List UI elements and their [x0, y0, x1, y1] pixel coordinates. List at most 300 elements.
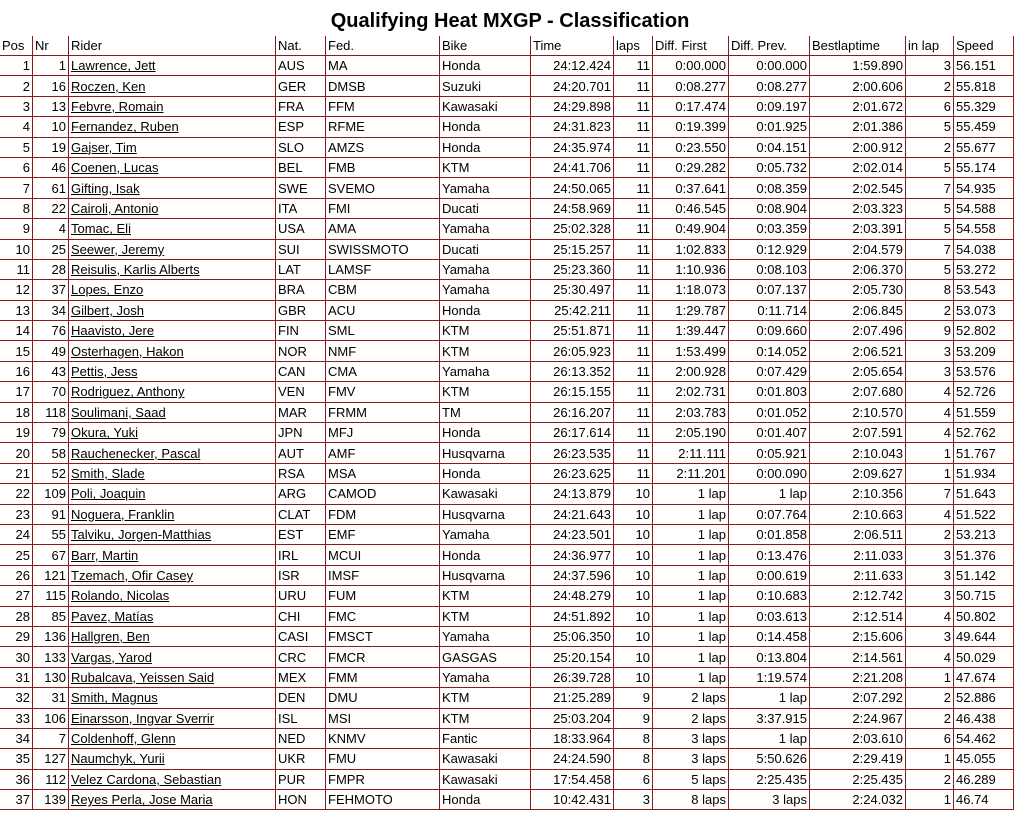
cell-bike: Yamaha [440, 525, 531, 545]
cell-pos: 20 [0, 443, 33, 463]
cell-time: 25:20.154 [531, 647, 614, 667]
cell-speed: 53.209 [954, 341, 1014, 361]
cell-nr: 43 [33, 362, 69, 382]
cell-bike: KTM [440, 586, 531, 606]
rider-link[interactable]: Hallgren, Ben [71, 629, 150, 645]
cell-bestlaptime: 2:12.742 [810, 586, 906, 606]
cell-speed: 53.272 [954, 260, 1014, 280]
cell-bestlaptime: 2:24.032 [810, 790, 906, 810]
cell-time: 25:15.257 [531, 240, 614, 260]
cell-nat: CASI [276, 627, 326, 647]
cell-diff-first: 1:10.936 [653, 260, 729, 280]
cell-fed: CAMOD [326, 484, 440, 504]
cell-time: 24:36.977 [531, 545, 614, 565]
cell-rider [69, 382, 276, 402]
rider-link[interactable]: Gilbert, Josh [71, 302, 144, 318]
table-row [0, 158, 1014, 178]
cell-diff-first: 1:29.787 [653, 301, 729, 321]
rider-link[interactable]: Noguera, Franklin [71, 506, 175, 522]
cell-diff-first: 1:53.499 [653, 341, 729, 361]
cell-rider [69, 566, 276, 586]
cell-laps: 11 [614, 56, 653, 76]
cell-nat: CRC [276, 647, 326, 667]
cell-time: 26:17.614 [531, 423, 614, 443]
cell-bike: Kawasaki [440, 749, 531, 769]
cell-bestlaptime: 2:11.633 [810, 566, 906, 586]
cell-diff-prev: 0:01.925 [729, 117, 810, 137]
table-row [0, 729, 1014, 749]
rider-link[interactable]: Vargas, Yarod [71, 649, 152, 665]
cell-rider [69, 117, 276, 137]
cell-bestlaptime: 2:03.391 [810, 219, 906, 239]
cell-nr: 61 [33, 178, 69, 198]
cell-rider [69, 97, 276, 117]
cell-bike: Yamaha [440, 260, 531, 280]
cell-nr: 118 [33, 403, 69, 423]
rider-link[interactable]: Smith, Slade [71, 466, 145, 481]
rider-link[interactable]: Barr, Martin [71, 547, 139, 563]
cell-bike: Yamaha [440, 280, 531, 300]
cell-diff-prev: 0:13.804 [729, 647, 810, 667]
cell-speed: 51.559 [954, 403, 1014, 423]
cell-pos: 11 [0, 260, 33, 280]
cell-nr: 31 [33, 688, 69, 708]
rider-link[interactable]: Gajser, Tim [71, 139, 137, 155]
cell-rider [69, 729, 276, 749]
cell-fed: FMCR [326, 647, 440, 667]
rider-link[interactable]: Naumchyk, Yurii [71, 751, 165, 767]
cell-in-lap: 5 [906, 158, 954, 178]
cell-laps: 11 [614, 158, 653, 178]
cell-bike: Husqvarna [440, 443, 531, 463]
cell-in-lap: 2 [906, 525, 954, 545]
cell-laps: 6 [614, 770, 653, 790]
cell-rider [69, 138, 276, 158]
cell-laps: 11 [614, 341, 653, 361]
cell-diff-prev: 3:37.915 [729, 709, 810, 729]
cell-diff-first: 8 laps [653, 790, 729, 810]
rider-link[interactable]: Roczen, Ken [71, 78, 146, 94]
cell-time: 24:21.643 [531, 505, 614, 525]
cell-nat: MAR [276, 403, 326, 423]
cell-diff-prev: 0:12.929 [729, 240, 810, 260]
rider-link[interactable]: Reisulis, Karlis Alberts [71, 262, 200, 278]
cell-time: 26:13.352 [531, 362, 614, 382]
cell-fed: DMSB [326, 76, 440, 96]
cell-rider [69, 362, 276, 382]
cell-diff-prev: 1 lap [729, 729, 810, 749]
cell-bestlaptime: 2:24.967 [810, 709, 906, 729]
cell-pos: 21 [0, 464, 33, 484]
cell-in-lap: 3 [906, 627, 954, 647]
cell-nat: UKR [276, 749, 326, 769]
cell-bestlaptime: 2:04.579 [810, 240, 906, 260]
cell-in-lap: 4 [906, 647, 954, 667]
cell-diff-first: 0:19.399 [653, 117, 729, 137]
rider-link[interactable]: Rolando, Nicolas [71, 588, 170, 604]
cell-time: 25:02.328 [531, 219, 614, 239]
rider-link[interactable]: Coldenhoff, Glenn [71, 731, 176, 747]
cell-nr: 76 [33, 321, 69, 341]
cell-laps: 10 [614, 545, 653, 565]
cell-fed: LAMSF [326, 260, 440, 280]
col-header-nr: Nr [33, 36, 69, 56]
rider-link[interactable]: Smith, Magnus [71, 690, 158, 706]
cell-bestlaptime: 1:59.890 [810, 56, 906, 76]
cell-diff-prev: 5:50.626 [729, 749, 810, 769]
cell-laps: 3 [614, 790, 653, 810]
cell-bestlaptime: 2:01.672 [810, 97, 906, 117]
cell-in-lap: 5 [906, 199, 954, 219]
cell-diff-first: 1:18.073 [653, 280, 729, 300]
cell-rider [69, 280, 276, 300]
cell-rider [69, 199, 276, 219]
cell-bestlaptime: 2:09.627 [810, 464, 906, 484]
cell-pos: 7 [0, 178, 33, 198]
rider-link[interactable]: Talviku, Jorgen-Matthias [71, 527, 212, 543]
cell-bestlaptime: 2:02.545 [810, 178, 906, 198]
cell-nr: 112 [33, 770, 69, 790]
cell-diff-prev: 0:00.090 [729, 464, 810, 484]
cell-nr: 79 [33, 423, 69, 443]
cell-nat: BRA [276, 280, 326, 300]
cell-bike: TM [440, 403, 531, 423]
cell-time: 24:41.706 [531, 158, 614, 178]
table-row [0, 770, 1014, 790]
cell-fed: MSI [326, 709, 440, 729]
cell-rider [69, 770, 276, 790]
cell-nr: 7 [33, 729, 69, 749]
cell-speed: 51.142 [954, 566, 1014, 586]
cell-diff-first: 2:11.111 [653, 443, 729, 463]
rider-link[interactable]: Osterhagen, Hakon [71, 343, 184, 359]
cell-in-lap: 8 [906, 280, 954, 300]
cell-speed: 52.726 [954, 382, 1014, 402]
cell-nr: 67 [33, 545, 69, 565]
cell-laps: 11 [614, 178, 653, 198]
col-header-pos: Pos [0, 36, 33, 56]
cell-laps: 10 [614, 505, 653, 525]
table-row [0, 178, 1014, 198]
cell-in-lap: 3 [906, 566, 954, 586]
cell-pos: 23 [0, 505, 33, 525]
table-body [0, 56, 1014, 810]
cell-laps: 11 [614, 321, 653, 341]
cell-in-lap: 2 [906, 770, 954, 790]
rider-link[interactable]: Haavisto, Jere [71, 323, 155, 339]
cell-rider [69, 56, 276, 76]
cell-in-lap: 4 [906, 403, 954, 423]
cell-nat: BEL [276, 158, 326, 178]
cell-diff-first: 0:49.904 [653, 219, 729, 239]
cell-rider [69, 464, 276, 484]
table-row [0, 627, 1014, 647]
cell-speed: 54.462 [954, 729, 1014, 749]
cell-diff-first: 1 lap [653, 607, 729, 627]
cell-pos: 5 [0, 138, 33, 158]
rider-link[interactable]: Tzemach, Ofir Casey [71, 567, 194, 583]
cell-laps: 8 [614, 749, 653, 769]
cell-bestlaptime: 2:10.570 [810, 403, 906, 423]
cell-time: 25:03.204 [531, 709, 614, 729]
cell-bestlaptime: 2:06.370 [810, 260, 906, 280]
cell-bestlaptime: 2:05.730 [810, 280, 906, 300]
cell-speed: 45.055 [954, 749, 1014, 769]
rider-link[interactable]: Reyes Perla, Jose Maria [71, 792, 213, 808]
cell-bestlaptime: 2:06.521 [810, 341, 906, 361]
cell-pos: 8 [0, 199, 33, 219]
rider-link[interactable]: Rodriguez, Anthony [71, 384, 185, 400]
cell-time: 24:13.879 [531, 484, 614, 504]
cell-rider [69, 749, 276, 769]
cell-bike: KTM [440, 688, 531, 708]
cell-diff-first: 1 lap [653, 505, 729, 525]
cell-nat: RSA [276, 464, 326, 484]
table-row [0, 484, 1014, 504]
cell-diff-prev: 0:00.000 [729, 56, 810, 76]
cell-laps: 11 [614, 301, 653, 321]
cell-rider [69, 627, 276, 647]
cell-nat: SUI [276, 240, 326, 260]
cell-time: 24:20.701 [531, 76, 614, 96]
cell-time: 25:30.497 [531, 280, 614, 300]
rider-link[interactable]: Cairoli, Antonio [71, 200, 159, 216]
rider-link[interactable]: Seewer, Jeremy [71, 241, 165, 257]
col-header-laps: laps [614, 36, 653, 56]
rider-link[interactable]: Pavez, Matías [71, 608, 154, 624]
cell-fed: AMA [326, 219, 440, 239]
cell-pos: 17 [0, 382, 33, 402]
cell-bestlaptime: 2:05.654 [810, 362, 906, 382]
cell-time: 26:39.728 [531, 668, 614, 688]
cell-diff-first: 0:37.641 [653, 178, 729, 198]
cell-bestlaptime: 2:02.014 [810, 158, 906, 178]
cell-pos: 1 [0, 56, 33, 76]
table-row [0, 403, 1014, 423]
cell-speed: 49.644 [954, 627, 1014, 647]
table-row [0, 525, 1014, 545]
cell-in-lap: 2 [906, 709, 954, 729]
cell-speed: 52.802 [954, 321, 1014, 341]
cell-rider [69, 76, 276, 96]
cell-bestlaptime: 2:03.610 [810, 729, 906, 749]
cell-speed: 54.038 [954, 240, 1014, 260]
cell-rider [69, 709, 276, 729]
cell-nat: SWE [276, 178, 326, 198]
cell-in-lap: 4 [906, 607, 954, 627]
cell-laps: 11 [614, 464, 653, 484]
cell-bike: Honda [440, 56, 531, 76]
col-header-nat: Nat. [276, 36, 326, 56]
cell-in-lap: 1 [906, 464, 954, 484]
col-header-time: Time [531, 36, 614, 56]
cell-diff-first: 0:08.277 [653, 76, 729, 96]
cell-diff-first: 1 lap [653, 647, 729, 667]
cell-in-lap: 4 [906, 505, 954, 525]
cell-bike: Kawasaki [440, 484, 531, 504]
cell-nat: JPN [276, 423, 326, 443]
cell-speed: 51.522 [954, 505, 1014, 525]
cell-laps: 10 [614, 525, 653, 545]
cell-pos: 15 [0, 341, 33, 361]
cell-fed: DMU [326, 688, 440, 708]
table-row [0, 219, 1014, 239]
col-header-fed: Fed. [326, 36, 440, 56]
rider-link[interactable]: Velez Cardona, Sebastian [71, 771, 222, 787]
cell-diff-first: 5 laps [653, 770, 729, 790]
cell-speed: 51.643 [954, 484, 1014, 504]
cell-diff-prev: 3 laps [729, 790, 810, 810]
cell-bestlaptime: 2:14.561 [810, 647, 906, 667]
cell-diff-first: 3 laps [653, 749, 729, 769]
cell-nr: 37 [33, 280, 69, 300]
cell-diff-prev: 0:08.277 [729, 76, 810, 96]
header-row [0, 36, 1014, 56]
cell-in-lap: 1 [906, 668, 954, 688]
rider-link[interactable]: Lopes, Enzo [71, 282, 144, 298]
cell-speed: 46.438 [954, 709, 1014, 729]
cell-nr: 19 [33, 138, 69, 158]
rider-link[interactable]: Okura, Yuki [71, 425, 138, 441]
cell-pos: 28 [0, 607, 33, 627]
cell-rider [69, 301, 276, 321]
cell-speed: 56.151 [954, 56, 1014, 76]
cell-fed: SWISSMOTO [326, 240, 440, 260]
cell-in-lap: 2 [906, 138, 954, 158]
cell-in-lap: 7 [906, 240, 954, 260]
cell-nat: CLAT [276, 505, 326, 525]
cell-fed: MCUI [326, 545, 440, 565]
table-row [0, 423, 1014, 443]
cell-laps: 11 [614, 76, 653, 96]
cell-nat: CAN [276, 362, 326, 382]
cell-rider [69, 403, 276, 423]
rider-link[interactable]: Coenen, Lucas [71, 160, 159, 176]
cell-speed: 51.767 [954, 443, 1014, 463]
cell-speed: 51.376 [954, 545, 1014, 565]
cell-in-lap: 2 [906, 301, 954, 321]
cell-time: 24:24.590 [531, 749, 614, 769]
cell-bike: KTM [440, 709, 531, 729]
cell-in-lap: 1 [906, 790, 954, 810]
table-row [0, 117, 1014, 137]
cell-pos: 27 [0, 586, 33, 606]
cell-pos: 9 [0, 219, 33, 239]
rider-link[interactable]: Febvre, Romain [71, 98, 164, 114]
cell-speed: 52.886 [954, 688, 1014, 708]
cell-nr: 109 [33, 484, 69, 504]
cell-fed: ACU [326, 301, 440, 321]
rider-link[interactable]: Rauchenecker, Pascal [71, 445, 201, 461]
cell-speed: 55.818 [954, 76, 1014, 96]
cell-nat: ISR [276, 566, 326, 586]
cell-laps: 11 [614, 280, 653, 300]
cell-pos: 25 [0, 545, 33, 565]
cell-speed: 50.029 [954, 647, 1014, 667]
cell-nr: 58 [33, 443, 69, 463]
rider-link[interactable]: Gifting, Isak [71, 180, 140, 196]
cell-speed: 55.677 [954, 138, 1014, 158]
cell-diff-first: 1 lap [653, 586, 729, 606]
cell-pos: 34 [0, 729, 33, 749]
rider-link[interactable]: Tomac, Eli [71, 221, 131, 237]
cell-nat: ITA [276, 199, 326, 219]
cell-fed: FFM [326, 97, 440, 117]
cell-bike: Yamaha [440, 178, 531, 198]
cell-time: 24:23.501 [531, 525, 614, 545]
cell-diff-prev: 0:01.052 [729, 403, 810, 423]
cell-nat: ESP [276, 117, 326, 137]
cell-nat: VEN [276, 382, 326, 402]
cell-laps: 11 [614, 97, 653, 117]
cell-diff-prev: 1:19.574 [729, 668, 810, 688]
cell-fed: FRMM [326, 403, 440, 423]
cell-time: 24:31.823 [531, 117, 614, 137]
cell-laps: 10 [614, 627, 653, 647]
table-row [0, 362, 1014, 382]
table-row [0, 749, 1014, 769]
rider-link[interactable]: Pettis, Jess [71, 364, 138, 380]
cell-diff-prev: 0:07.137 [729, 280, 810, 300]
cell-nat: MEX [276, 668, 326, 688]
table-row [0, 443, 1014, 463]
cell-nr: 4 [33, 219, 69, 239]
cell-rider [69, 586, 276, 606]
cell-pos: 18 [0, 403, 33, 423]
cell-pos: 31 [0, 668, 33, 688]
cell-bike: Honda [440, 117, 531, 137]
cell-speed: 54.558 [954, 219, 1014, 239]
rider-link[interactable]: Poli, Joaquin [71, 486, 146, 502]
cell-diff-first: 1 lap [653, 545, 729, 565]
rider-link[interactable]: Rubalcava, Yeissen Said [71, 669, 215, 685]
cell-fed: FMC [326, 607, 440, 627]
cell-rider [69, 260, 276, 280]
rider-link[interactable]: Einarsson, Ingvar Sverrir [71, 710, 215, 726]
cell-laps: 10 [614, 607, 653, 627]
table-row [0, 688, 1014, 708]
cell-fed: MSA [326, 464, 440, 484]
cell-rider [69, 647, 276, 667]
col-header-diff-prev: Diff. Prev. [729, 36, 810, 56]
cell-bike: KTM [440, 607, 531, 627]
rider-link[interactable]: Fernandez, Ruben [71, 119, 179, 135]
cell-speed: 53.576 [954, 362, 1014, 382]
cell-bestlaptime: 2:00.912 [810, 138, 906, 158]
cell-bike: Yamaha [440, 362, 531, 382]
cell-fed: FMSCT [326, 627, 440, 647]
cell-rider [69, 158, 276, 178]
rider-link[interactable]: Lawrence, Jett [71, 58, 156, 74]
table-row [0, 301, 1014, 321]
cell-nr: 25 [33, 240, 69, 260]
rider-link[interactable]: Soulimani, Saad [71, 404, 166, 420]
cell-nat: HON [276, 790, 326, 810]
table-row [0, 97, 1014, 117]
cell-pos: 10 [0, 240, 33, 260]
cell-in-lap: 9 [906, 321, 954, 341]
cell-pos: 2 [0, 76, 33, 96]
cell-bike: KTM [440, 321, 531, 341]
cell-nat: CHI [276, 607, 326, 627]
cell-in-lap: 1 [906, 749, 954, 769]
cell-laps: 11 [614, 362, 653, 382]
cell-nr: 52 [33, 464, 69, 484]
cell-nr: 28 [33, 260, 69, 280]
cell-diff-first: 0:46.545 [653, 199, 729, 219]
cell-speed: 55.329 [954, 97, 1014, 117]
cell-fed: SML [326, 321, 440, 341]
